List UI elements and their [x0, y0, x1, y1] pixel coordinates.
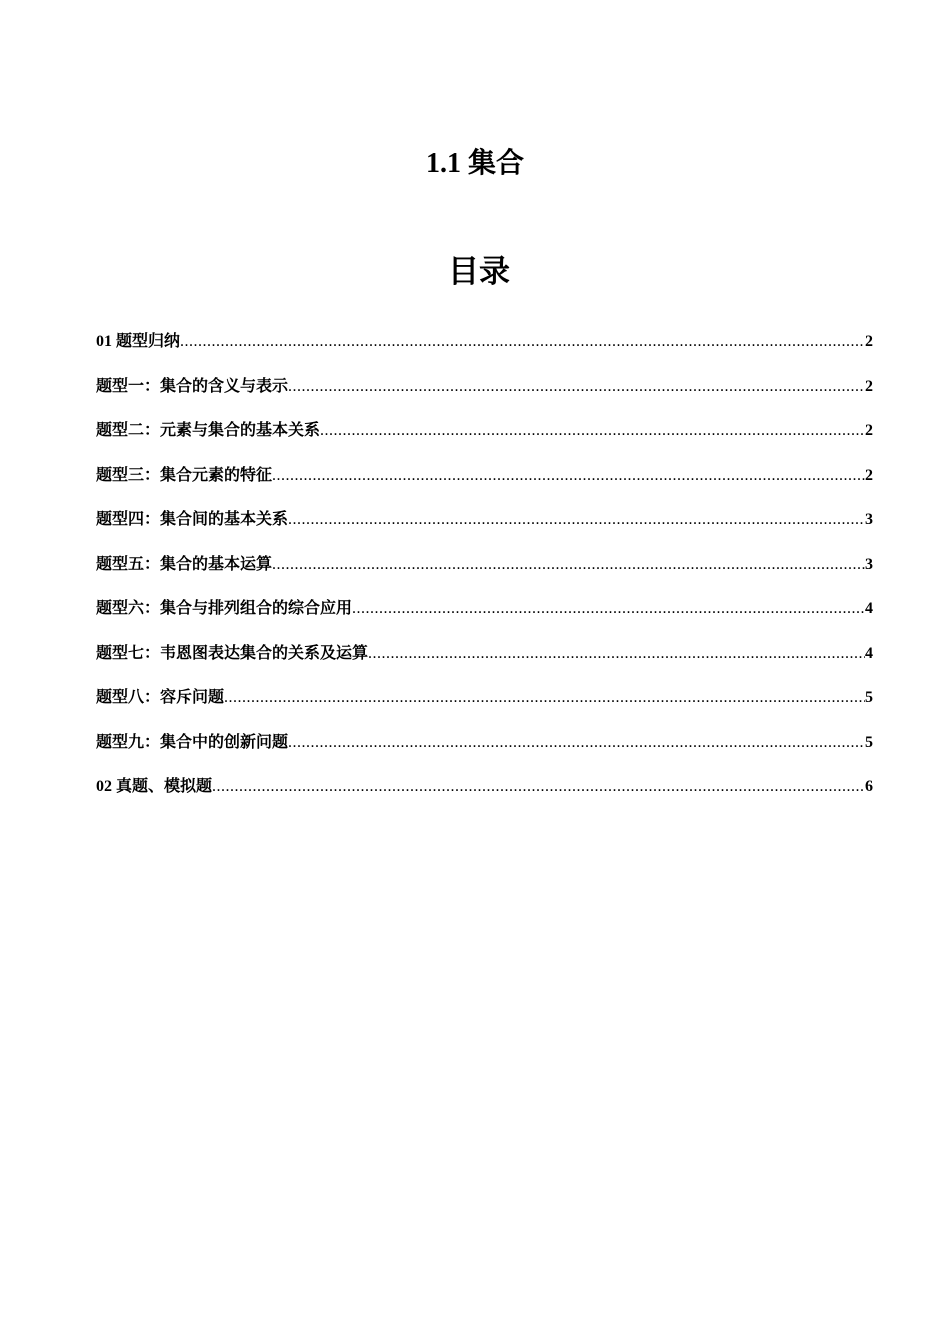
- toc-entry-type-7[interactable]: [96, 641, 873, 686]
- toc-entry-page: 6: [865, 778, 873, 795]
- toc-entry-page: 4: [865, 600, 873, 617]
- toc-entry-type-8[interactable]: [96, 685, 873, 730]
- toc-leader-dots: [272, 552, 865, 578]
- toc-leader-dots: [352, 596, 865, 622]
- toc-heading: 目录: [448, 254, 510, 290]
- toc-entry-page: 5: [865, 689, 873, 706]
- toc-entry-page: 2: [865, 422, 873, 439]
- toc-entry-page: 2: [865, 377, 873, 395]
- toc-entry-label: 题型四：集合间的基本关系: [96, 511, 289, 528]
- toc-leader-dots: [180, 329, 865, 355]
- toc-entry-section-01[interactable]: [96, 329, 873, 374]
- toc-leader-dots: [288, 507, 865, 533]
- toc-entry-label: 题型八：容斥问题: [96, 689, 225, 706]
- toc-entry-type-1[interactable]: [96, 374, 873, 419]
- toc-entry-section-02[interactable]: [96, 774, 873, 819]
- toc-entry-type-4[interactable]: [96, 507, 873, 552]
- toc-entry-type-2[interactable]: [96, 418, 873, 463]
- toc-leader-dots: [224, 685, 865, 711]
- table-of-contents: [96, 329, 873, 819]
- toc-entry-label: 题型七：韦恩图表达集合的关系及运算: [96, 644, 369, 662]
- document-title: 1.1 集合: [425, 148, 524, 179]
- toc-entry-label: 题型一：集合的含义与表示: [96, 377, 289, 395]
- toc-leader-dots: [288, 374, 865, 400]
- toc-entry-label: 题型五：集合的基本运算: [96, 555, 273, 573]
- toc-entry-type-5[interactable]: [96, 552, 873, 597]
- toc-entry-type-6[interactable]: [96, 596, 873, 641]
- toc-entry-label: 01 题型归纳: [96, 333, 181, 350]
- toc-entry-label: 题型二：元素与集合的基本关系: [96, 422, 321, 439]
- toc-entry-label: 题型六：集合与排列组合的综合应用: [96, 600, 353, 617]
- toc-entry-type-9[interactable]: [96, 730, 873, 775]
- toc-entry-label: 题型九：集合中的创新问题: [96, 733, 289, 751]
- toc-leader-dots: [212, 774, 865, 800]
- toc-entry-page: 4: [865, 644, 873, 662]
- toc-leader-dots: [368, 641, 865, 667]
- toc-entry-label: 题型三：集合元素的特征: [96, 466, 273, 484]
- toc-leader-dots: [272, 463, 865, 489]
- toc-entry-type-3[interactable]: [96, 463, 873, 508]
- toc-entry-label: 02 真题、模拟题: [96, 778, 213, 795]
- toc-entry-page: 2: [865, 466, 873, 484]
- toc-leader-dots: [288, 730, 865, 756]
- toc-entry-page: 3: [865, 555, 873, 573]
- toc-leader-dots: [320, 418, 865, 444]
- toc-entry-page: 3: [865, 511, 873, 528]
- toc-entry-page: 2: [865, 333, 873, 350]
- toc-entry-page: 5: [865, 733, 873, 751]
